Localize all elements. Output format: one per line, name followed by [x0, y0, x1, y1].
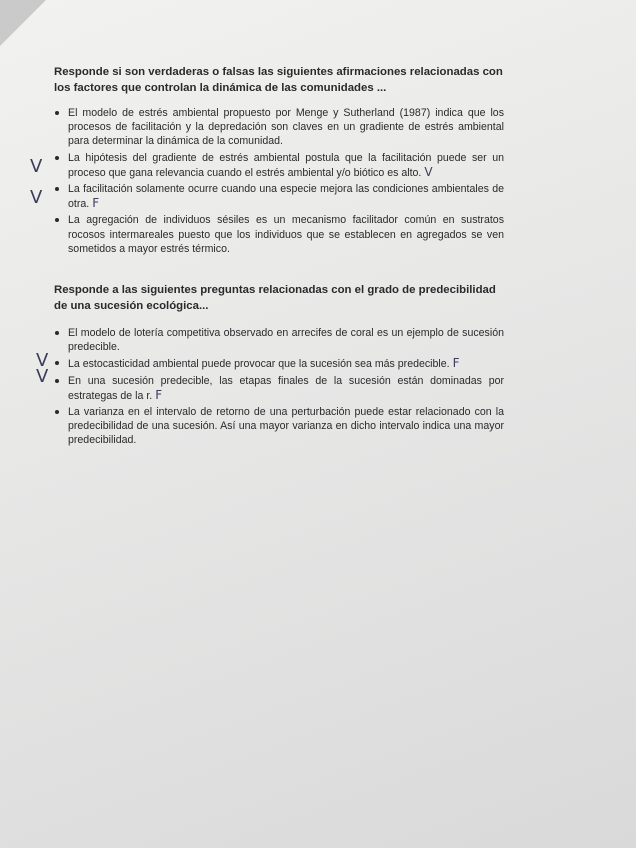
list-item — [54, 374, 504, 403]
item-text: El modelo de lotería competitiva observado en arrecifes de coral es un ejemplo de sucesión predecible. — [68, 327, 504, 354]
section1-heading: Responde si son verdaderas o falsas las siguientes afirmaciones relacionadas con los factores que controlan la dinámica de las comunidades ... — [54, 66, 503, 94]
bullet-icon — [55, 361, 59, 365]
handwritten-answer-mark: F — [452, 356, 460, 371]
bullet-icon — [55, 331, 59, 335]
handwritten-answer-mark: V — [424, 164, 433, 179]
item-text: La agregación de individuos sésiles es un mecanismo facilitador común en sustratos rocosos intermareales puesto que los individuos que se establecen en agregados se ven sometidos a mayor estrés térmico. — [68, 214, 504, 255]
section2-heading: Responde a las siguientes preguntas relacionadas con el grado de predecibilidad de una sucesión ecológica... — [54, 284, 496, 312]
list-item — [54, 182, 504, 211]
bullet-icon — [55, 218, 59, 222]
bullet-icon — [55, 111, 59, 115]
list-item — [54, 326, 504, 354]
item-text: La estocasticidad ambiental puede provocar que la sucesión sea más predecible. — [68, 358, 450, 371]
item-text: La hipótesis del gradiente de estrés ambiental postula que la facilitación puede ser un proceso que gana relevancia cuando el estrés ambiental y/o biótico es alto. — [68, 151, 504, 179]
list-item — [54, 213, 504, 256]
section2-list — [54, 326, 504, 450]
list-item — [54, 405, 504, 448]
handwritten-margin-mark: V — [36, 366, 49, 387]
handwritten-answer-mark: F — [92, 196, 100, 211]
item-text: En una sucesión predecible, las etapas finales de la sucesión están dominadas por estrategas de la r. — [68, 374, 504, 402]
handwritten-answer-mark: F — [155, 387, 163, 402]
bullet-icon — [55, 379, 59, 383]
list-item — [54, 356, 504, 371]
item-text: La facilitación solamente ocurre cuando una especie mejora las condiciones ambientales de otra. — [68, 183, 504, 211]
bullet-icon — [55, 156, 59, 160]
handwritten-margin-mark: V — [30, 156, 43, 177]
item-text: La varianza en el intervalo de retorno de una perturbación puede estar relacionado con la predecibilidad de una sucesión. Así una mayor varianza en dicho intervalo indica una mayor predecibilidad. — [68, 406, 504, 447]
section1-list — [54, 106, 504, 258]
handwritten-margin-mark: V — [30, 187, 43, 208]
bullet-icon — [55, 410, 59, 414]
list-item — [54, 151, 504, 180]
list-item — [54, 106, 504, 149]
handwritten-margin-mark: V — [36, 350, 49, 371]
bullet-icon — [55, 187, 59, 191]
item-text: El modelo de estrés ambiental propuesto por Menge y Sutherland (1987) indica que los procesos de facilitación y la depredación son claves en un gradiente de estrés ambiental para determinar la dinámica de la comunidad. — [68, 107, 504, 148]
